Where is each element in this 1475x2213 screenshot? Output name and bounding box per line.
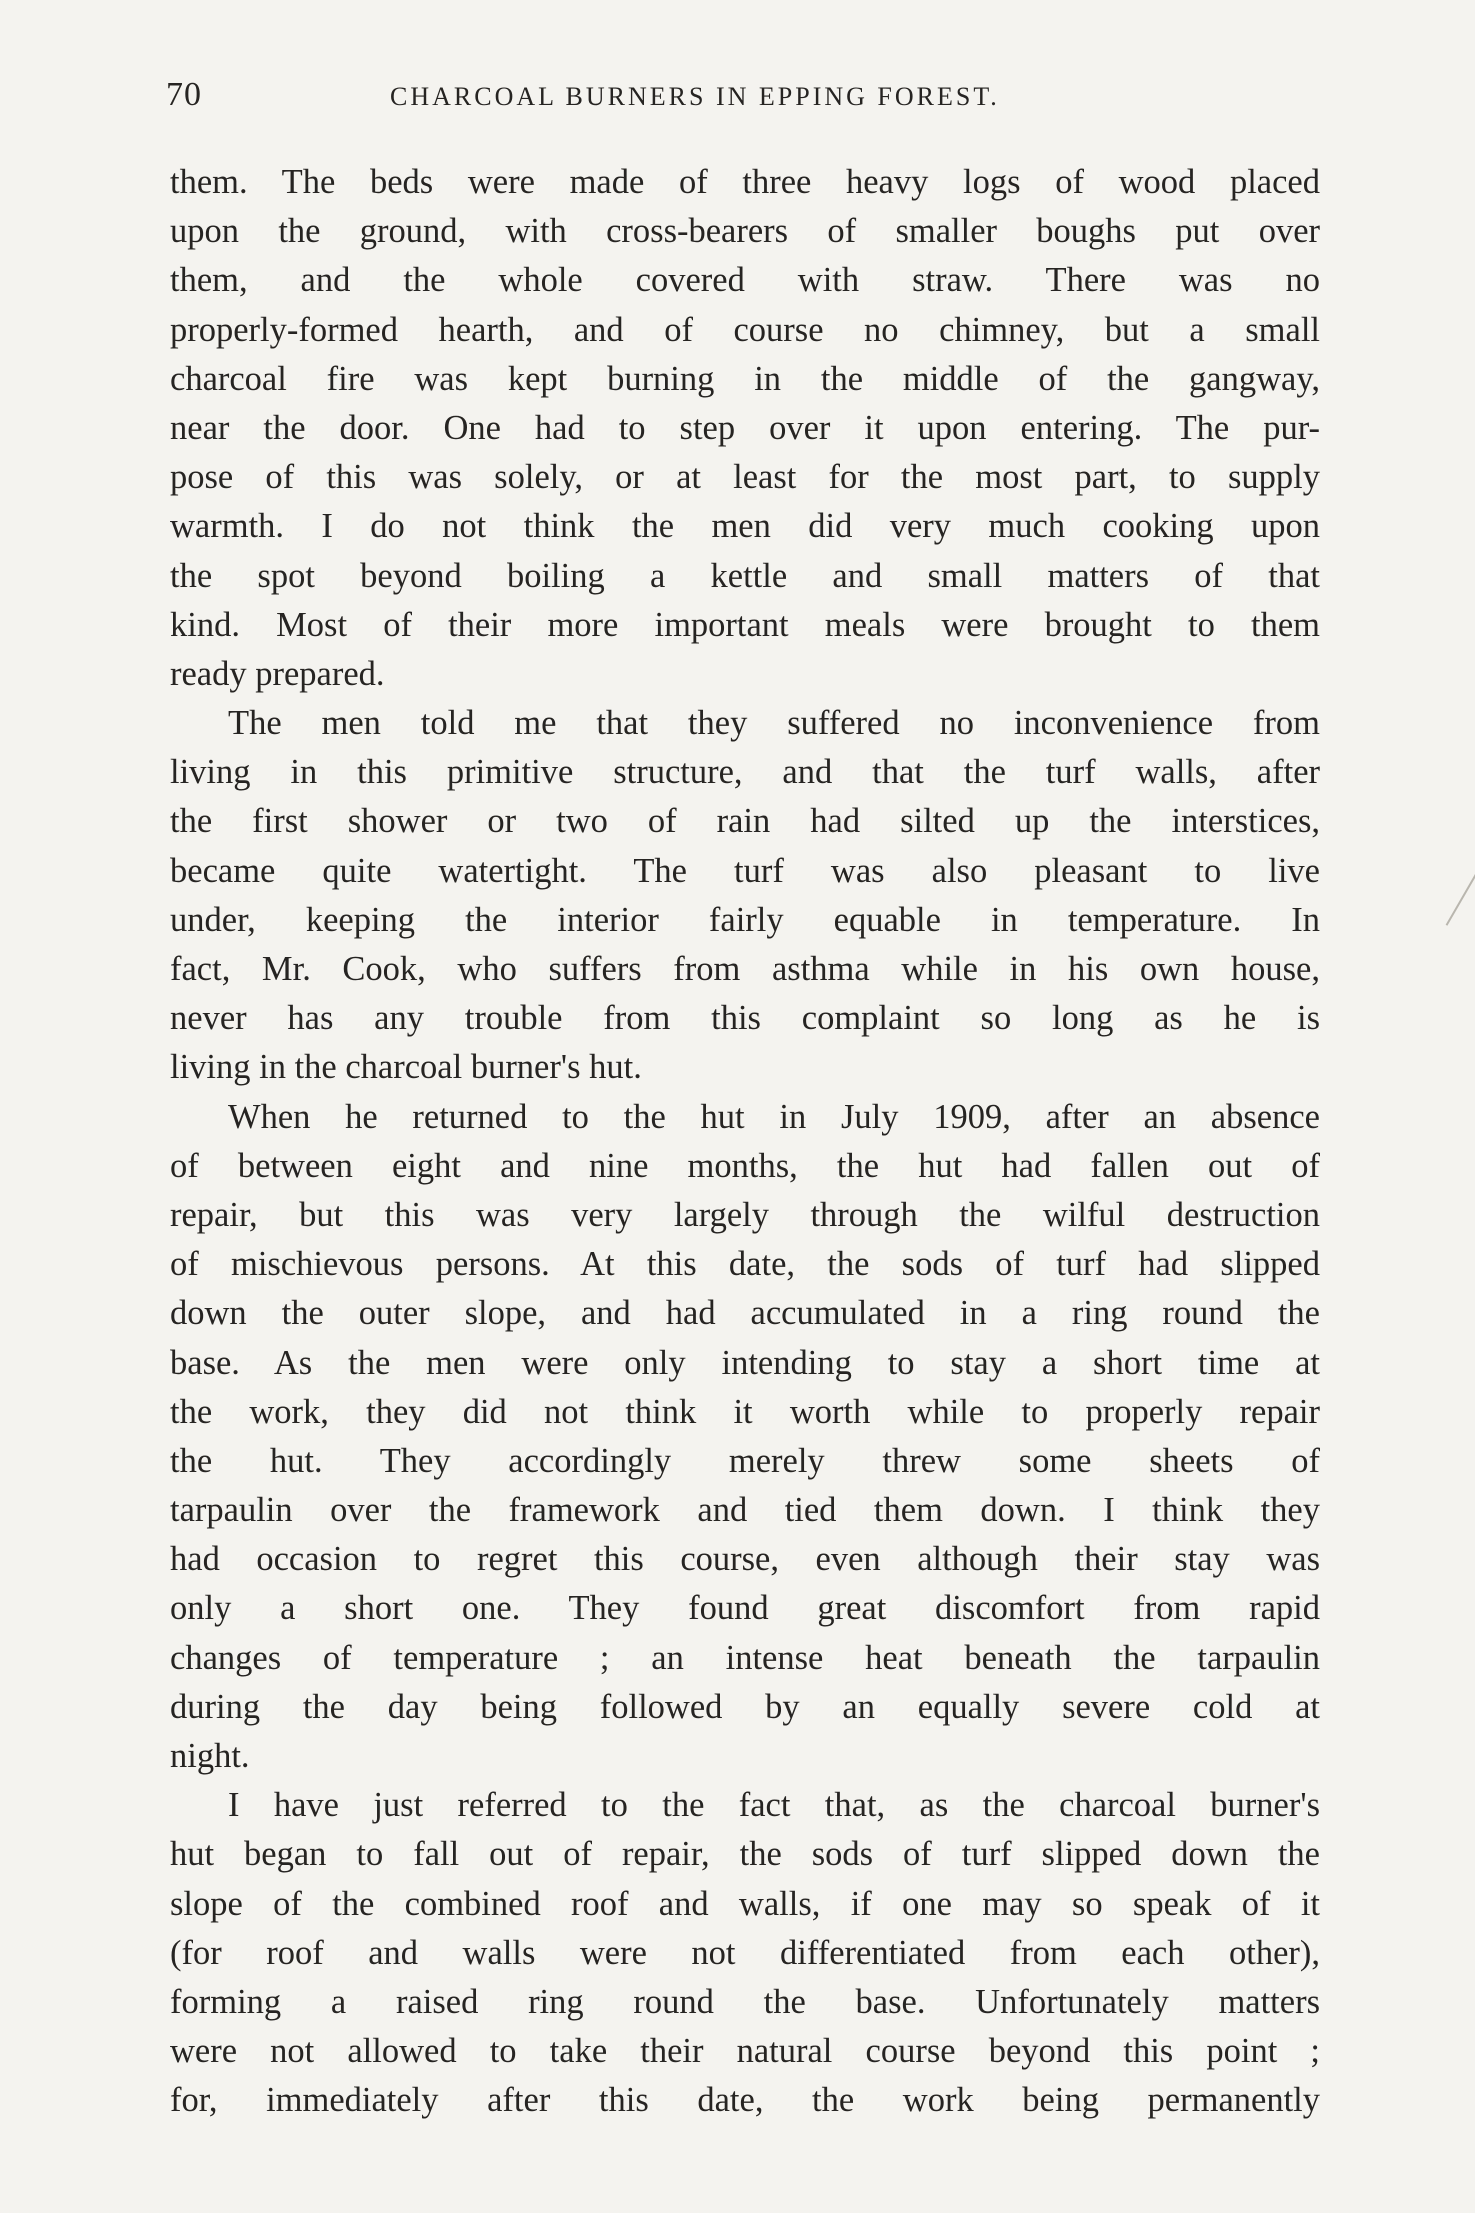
- text-line: When he returned to the hut in July 1909, after an absence: [228, 1097, 1320, 1136]
- text-line: became quite watertight. The turf was also pleasant to live: [170, 851, 1320, 890]
- text-line: during the day being followed by an equally severe cold at: [170, 1687, 1320, 1726]
- text-line: of mischievous persons. At this date, the sods of turf had slipped: [170, 1245, 1320, 1284]
- text-line: fact, Mr. Cook, who suffers from asthma while in his own house,: [170, 950, 1320, 988]
- text-line: properly-formed hearth, and of course no chimney, but a small: [170, 310, 1320, 349]
- text-line: ready prepared.: [170, 654, 385, 693]
- text-line: base. As the men were only intending to stay a short time at: [170, 1343, 1320, 1382]
- text-line: pose of this was solely, or at least for the most part, to supply: [170, 458, 1320, 497]
- text-line: repair, but this was very largely through the wilful destruction: [170, 1195, 1320, 1234]
- text-line: slope of the combined roof and walls, if one may so speak of it: [170, 1884, 1320, 1923]
- text-line: down the outer slope, and had accumulated in a ring round the: [170, 1294, 1320, 1333]
- text-line: living in the charcoal burner's hut.: [170, 1048, 642, 1087]
- text-line: warmth. I do not think the men did very much cooking upon: [170, 507, 1320, 546]
- page-mark: [1446, 864, 1475, 926]
- body-text: [170, 158, 1320, 2126]
- text-line: had occasion to regret this course, even although their stay was: [170, 1540, 1320, 1579]
- text-line: forming a raised ring round the base. Unfortunately matters: [170, 1982, 1320, 2021]
- text-line: (for roof and walls were not differentiated from each other),: [170, 1933, 1320, 1972]
- text-line: under, keeping the interior fairly equable in temperature. In: [170, 900, 1320, 939]
- text-line: the work, they did not think it worth while to properly repair: [170, 1392, 1320, 1431]
- text-line: were not allowed to take their natural course beyond this point ;: [170, 2032, 1320, 2071]
- text-line: them. The beds were made of three heavy logs of wood placed: [170, 163, 1320, 201]
- running-head: CHARCOAL BURNERS IN EPPING FOREST.: [390, 82, 1000, 111]
- text-line: the spot beyond boiling a kettle and small matters of that: [170, 556, 1320, 595]
- text-line: charcoal fire was kept burning in the middle of the gangway,: [170, 359, 1320, 398]
- text-line: the first shower or two of rain had silted up the interstices,: [170, 802, 1320, 841]
- text-line: kind. Most of their more important meals were brought to them: [170, 605, 1320, 644]
- page-number: 70: [166, 76, 202, 113]
- text-line: changes of temperature ; an intense heat beneath the tarpaulin: [170, 1638, 1320, 1677]
- text-line: I have just referred to the fact that, as the charcoal burner's: [228, 1786, 1320, 1825]
- text-line: tarpaulin over the framework and tied them down. I think they: [170, 1491, 1320, 1530]
- text-line: of between eight and nine months, the hut had fallen out of: [170, 1146, 1320, 1185]
- text-line: near the door. One had to step over it upon entering. The pur-: [170, 408, 1320, 447]
- text-line: living in this primitive structure, and that the turf walls, after: [170, 753, 1320, 792]
- page-header: [166, 76, 1316, 126]
- text-line: upon the ground, with cross-bearers of smaller boughs put over: [170, 212, 1320, 251]
- text-line: them, and the whole covered with straw. There was no: [170, 261, 1320, 300]
- text-line: the hut. They accordingly merely threw some sheets of: [170, 1441, 1320, 1480]
- text-line: never has any trouble from this complaint so long as he is: [170, 999, 1320, 1038]
- text-line: night.: [170, 1737, 250, 1775]
- text-line: for, immediately after this date, the work being permanently: [170, 2081, 1320, 2120]
- text-line: only a short one. They found great discomfort from rapid: [170, 1589, 1320, 1628]
- text-line: The men told me that they suffered no inconvenience from: [228, 704, 1320, 743]
- text-line: hut began to fall out of repair, the sods of turf slipped down the: [170, 1835, 1320, 1874]
